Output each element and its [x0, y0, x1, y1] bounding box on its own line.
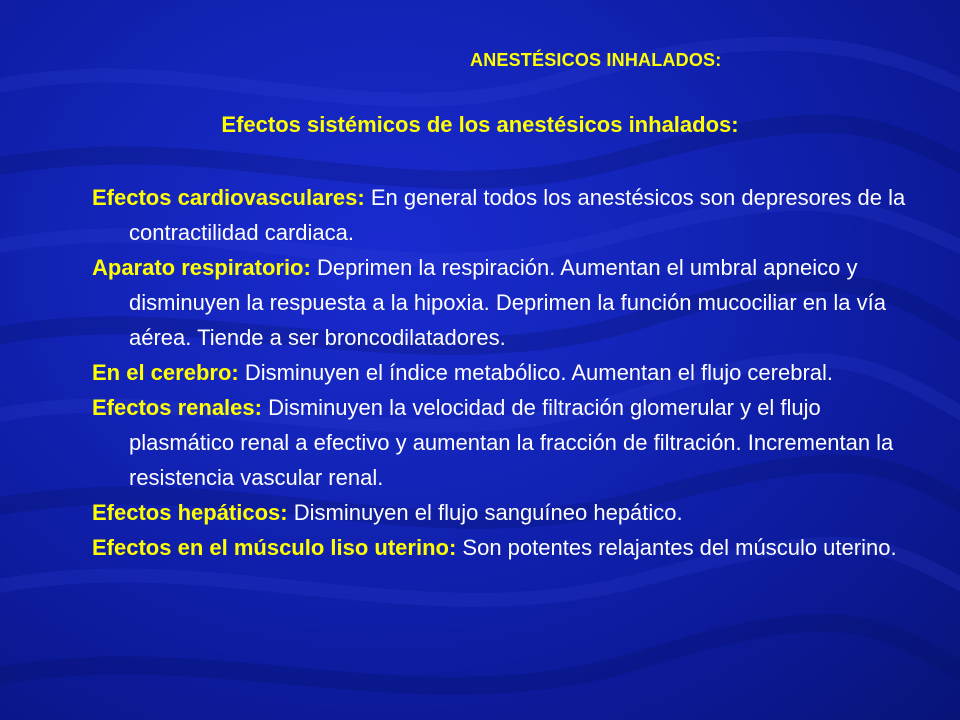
effect-text: Deprimen la respiración. Aumentan el umbral apneico y disminuyen la respuesta a la hipoxia. Deprimen la función mucociliar en la vía aérea. Tiende a ser broncodilatadores. [129, 255, 886, 350]
slide-subtitle: Efectos sistémicos de los anestésicos inhalados: [221, 112, 739, 137]
effect-item-brain [92, 355, 922, 390]
effect-item-hepatic [92, 495, 922, 530]
effect-item-renal [92, 390, 922, 495]
effect-label: Efectos renales: [92, 395, 262, 420]
effect-item-respiratory [92, 250, 922, 355]
effect-text: Disminuyen la velocidad de filtración glomerular y el flujo plasmático renal a efectivo y aumentan la fracción de filtración. Incrementan la resistencia vascular renal. [129, 395, 894, 490]
effect-text: Son potentes relajantes del músculo uterino. [456, 535, 897, 560]
effect-label: En el cerebro: [92, 360, 239, 385]
slide-title: ANESTÉSICOS INHALADOS: [470, 50, 722, 70]
effect-label: Efectos en el músculo liso uterino: [92, 535, 457, 560]
effect-text: En general todos los anestésicos son depresores de la contractilidad cardiaca. [129, 185, 906, 245]
effect-label: Efectos cardiovasculares: [92, 185, 365, 210]
effect-text: Disminuyen el flujo sanguíneo hepático. [287, 500, 683, 525]
effects-list [92, 180, 922, 565]
effect-text: Disminuyen el índice metabólico. Aumentan el flujo cerebral. [238, 360, 834, 385]
effect-item-cardiovascular [92, 180, 922, 250]
effect-item-uterine [92, 530, 922, 565]
effect-label: Aparato respiratorio: [92, 255, 311, 280]
effect-label: Efectos hepáticos: [92, 500, 288, 525]
